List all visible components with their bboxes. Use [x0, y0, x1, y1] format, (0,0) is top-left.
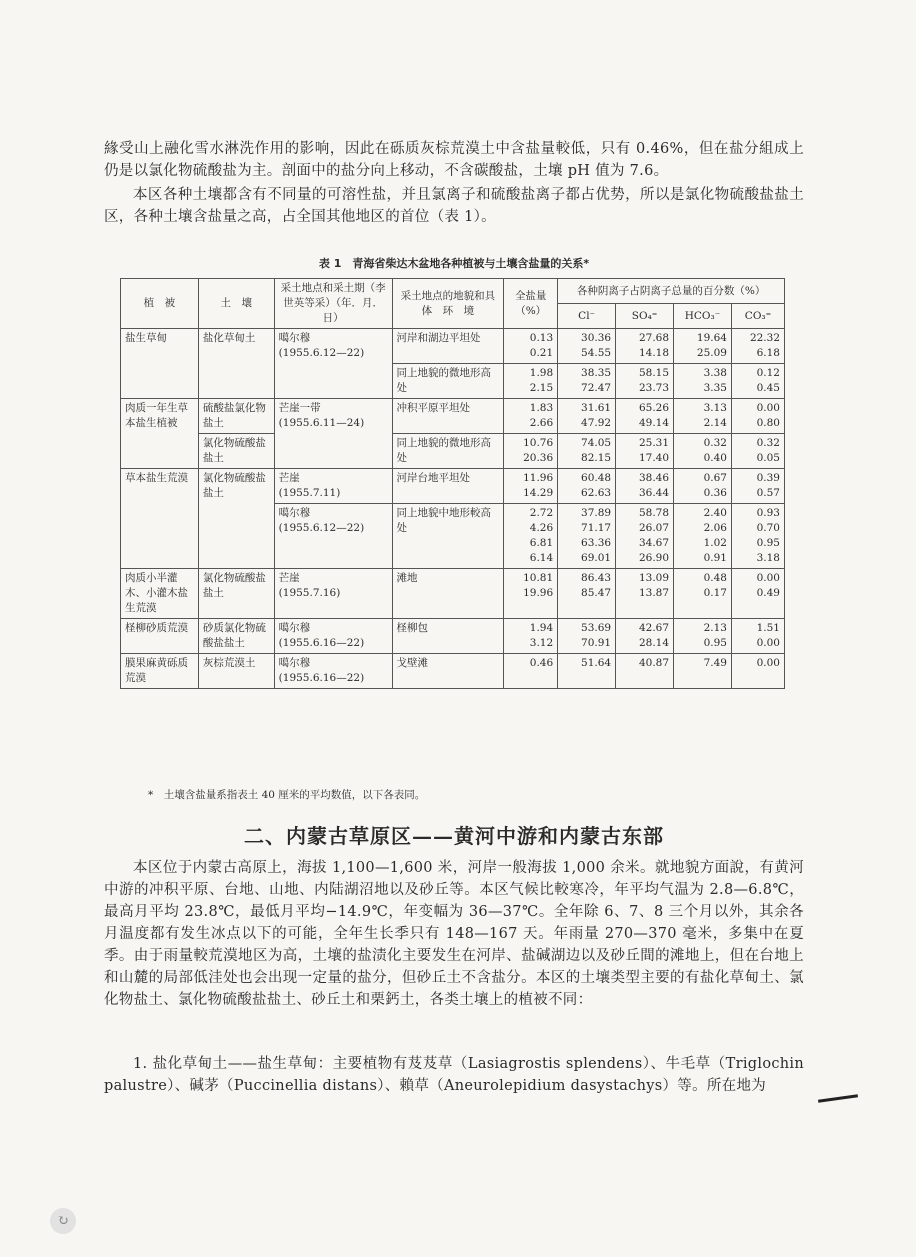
paragraph-4: 1. 盐化草甸土——盐生草甸：主要植物有芨芨草（Lasiagrostis splendens）、牛毛草（Triglochin palustre）、碱茅（Puccinellia distans）、賴草（Aneurolepidium dasystachys）等。所在地为 — [104, 1056, 804, 1094]
cell-cl: 86.43 85.47 — [558, 569, 616, 619]
cell-cl: 53.69 70.91 — [558, 619, 616, 654]
cell-total-salt: 2.72 4.26 6.81 6.14 — [504, 504, 558, 569]
table-row — [121, 434, 785, 469]
cell-vegetation: 柽柳砂质荒漠 — [121, 619, 199, 654]
cell-total-salt: 1.94 3.12 — [504, 619, 558, 654]
header-landform: 采土地点的地貌和具 体 环 境 — [392, 279, 504, 329]
paragraph-3: 本区位于内蒙古高原上，海拔 1,100—1,600 米，河岸一般海拔 1,000 余米。就地貌方面說，有黄河中游的冲积平原、台地、山地、内陆湖沼地以及砂丘等。本区气候比較寒冷，年平均气温为 2.8—6.8℃，最高月平均 23.8℃，最低月平均−14.9℃，年变幅为 36—37℃。全年除 6、7、8 三个月以外，其余各月温度都有发生冰点以下的可能，全年生长季只有 148—167 天。年雨量 270—370 毫米，多集中在夏季。由于雨量較荒漠地区为高，土壤的盐渍化主要发生在河岸、盐碱湖边以及砂丘間的滩地上，但在台地上和山麓的局部低洼处也会出现一定量的盐分，但砂丘土不含盐分。本区的土壤类型主要的有盐化草甸土、氯化物盐土、氯化物硫酸盐盐土、砂丘土和栗鈣土，各类土壤上的植被不同： — [104, 860, 804, 1008]
cell-co3: 0.00 0.49 — [731, 569, 784, 619]
cell-soil: 氯化物硫酸盐盐土 — [198, 434, 274, 469]
cell-hco3: 7.49 — [674, 654, 732, 689]
header-cl: Cl⁻ — [558, 304, 616, 329]
ink-stroke-mark — [818, 1094, 858, 1103]
cell-cl: 31.61 47.92 — [558, 399, 616, 434]
table-footnote: * 土壤含盐量系指表土 40 厘米的平均数值，以下各表同。 — [148, 789, 426, 801]
cell-vegetation: 草本盐生荒漠 — [121, 469, 199, 569]
header-anion-group: 各种阴离子占阴离子总量的百分数（%） — [558, 279, 785, 304]
cell-cl: 37.89 71.17 63.36 69.01 — [558, 504, 616, 569]
cell-vegetation: 肉质一年生草本盐生植被 — [121, 399, 199, 469]
cell-so4: 25.31 17.40 — [616, 434, 674, 469]
cell-so4: 27.68 14.18 — [616, 329, 674, 364]
cell-hco3: 2.13 0.95 — [674, 619, 732, 654]
cell-so4: 58.78 26.07 34.67 26.90 — [616, 504, 674, 569]
cell-hco3: 3.13 2.14 — [674, 399, 732, 434]
cell-hco3: 2.40 2.06 1.02 0.91 — [674, 504, 732, 569]
cell-sampling: 噶尔穆 (1955.6.12—22) — [274, 504, 392, 569]
header-sampling: 采土地点和采土期（李世英等采）（年．月．日） — [274, 279, 392, 329]
cell-co3: 0.39 0.57 — [731, 469, 784, 504]
cell-co3: 0.93 0.70 0.95 3.18 — [731, 504, 784, 569]
cell-landform: 戈壁滩 — [392, 654, 504, 689]
cell-co3: 0.00 0.80 — [731, 399, 784, 434]
cell-landform: 同上地貌的微地形高处 — [392, 364, 504, 399]
cell-total-salt: 0.13 0.21 — [504, 329, 558, 364]
cell-so4: 13.09 13.87 — [616, 569, 674, 619]
cell-hco3: 0.32 0.40 — [674, 434, 732, 469]
cell-so4: 58.15 23.73 — [616, 364, 674, 399]
cell-total-salt: 1.83 2.66 — [504, 399, 558, 434]
cell-so4: 40.87 — [616, 654, 674, 689]
cell-total-salt: 10.76 20.36 — [504, 434, 558, 469]
table-row — [121, 654, 785, 689]
cell-sampling: 噶尔穆 (1955.6.16—22) — [274, 619, 392, 654]
cell-so4: 38.46 36.44 — [616, 469, 674, 504]
cell-soil: 砂质氯化物硫酸盐盐土 — [198, 619, 274, 654]
cell-vegetation: 膜果麻黄砾质荒漠 — [121, 654, 199, 689]
cell-sampling: 芒崖 (1955.7.16) — [274, 569, 392, 619]
cell-cl: 38.35 72.47 — [558, 364, 616, 399]
table-row — [121, 469, 785, 504]
cell-landform: 冲积平原平坦处 — [392, 399, 504, 434]
salt-table-wrap — [120, 278, 785, 689]
cell-total-salt: 0.46 — [504, 654, 558, 689]
cell-co3: 0.12 0.45 — [731, 364, 784, 399]
cell-hco3: 0.48 0.17 — [674, 569, 732, 619]
paragraph-2: 本区各种土壤都含有不同量的可溶性盐，并且氯离子和硫酸盐离子都占优势，所以是氯化物硫酸盐盐土区，各种土壤含盐量之高，占全国其他地区的首位（表 1）。 — [104, 187, 804, 225]
salt-table — [120, 278, 785, 689]
cell-so4: 42.67 28.14 — [616, 619, 674, 654]
cell-cl: 30.36 54.55 — [558, 329, 616, 364]
header-total-salt: 全盐量（%） — [504, 279, 558, 329]
cell-vegetation: 盐生草甸 — [121, 329, 199, 399]
cell-soil: 灰棕荒漠土 — [198, 654, 274, 689]
cell-sampling: 噶尔穆 (1955.6.12—22) — [274, 329, 392, 399]
cell-hco3: 19.64 25.09 — [674, 329, 732, 364]
cell-total-salt: 1.98 2.15 — [504, 364, 558, 399]
paragraph-1: 緣受山上融化雪水淋洗作用的影响，因此在砾质灰棕荒漠土中含盐量較低，只有 0.46%，但在盐分組成上仍是以氯化物硫酸盐为主。剖面中的盐分向上移动，不含碳酸盐，土壤 pH 值为 7.6。 — [104, 141, 804, 179]
cell-soil: 硫酸盐氯化物盐土 — [198, 399, 274, 434]
cell-sampling: 芒崖一带 (1955.6.11—24) — [274, 399, 392, 469]
header-soil: 土 壤 — [198, 279, 274, 329]
cell-soil: 盐化草甸土 — [198, 329, 274, 399]
cell-co3: 0.00 — [731, 654, 784, 689]
cell-total-salt: 10.81 19.96 — [504, 569, 558, 619]
cell-landform: 同上地貌中地形較高处 — [392, 504, 504, 569]
cell-co3: 0.32 0.05 — [731, 434, 784, 469]
cell-landform: 同上地貌的微地形高处 — [392, 434, 504, 469]
scanner-logo-icon: ↻ — [50, 1208, 76, 1234]
header-co3: CO₃⁼ — [731, 304, 784, 329]
cell-sampling: 芒崖 (1955.7.11) — [274, 469, 392, 504]
cell-hco3: 0.67 0.36 — [674, 469, 732, 504]
cell-landform: 河岸和湖边平坦处 — [392, 329, 504, 364]
table-row — [121, 619, 785, 654]
header-vegetation: 植 被 — [121, 279, 199, 329]
cell-vegetation: 肉质小半灌木、小灌木盐生荒漠 — [121, 569, 199, 619]
cell-total-salt: 11.96 14.29 — [504, 469, 558, 504]
table-row — [121, 329, 785, 364]
cell-co3: 1.51 0.00 — [731, 619, 784, 654]
cell-cl: 51.64 — [558, 654, 616, 689]
cell-landform: 河岸台地平坦处 — [392, 469, 504, 504]
header-so4: SO₄⁼ — [616, 304, 674, 329]
cell-cl: 60.48 62.63 — [558, 469, 616, 504]
section-heading: 二、内蒙古草原区——黄河中游和内蒙古东部 — [244, 824, 664, 848]
cell-soil: 氯化物硫酸盐盐土 — [198, 569, 274, 619]
table-caption: 表 1 青海省柴达木盆地各种植被与土壤含盐量的关系* — [318, 257, 590, 270]
header-hco3: HCO₃⁻ — [674, 304, 732, 329]
cell-cl: 74.05 82.15 — [558, 434, 616, 469]
table-row — [121, 569, 785, 619]
cell-co3: 22.32 6.18 — [731, 329, 784, 364]
cell-landform: 滩地 — [392, 569, 504, 619]
cell-hco3: 3.38 3.35 — [674, 364, 732, 399]
cell-so4: 65.26 49.14 — [616, 399, 674, 434]
cell-landform: 柽柳包 — [392, 619, 504, 654]
cell-sampling: 噶尔穆 (1955.6.16—22) — [274, 654, 392, 689]
cell-soil: 氯化物硫酸盐盐土 — [198, 469, 274, 569]
table-row — [121, 399, 785, 434]
